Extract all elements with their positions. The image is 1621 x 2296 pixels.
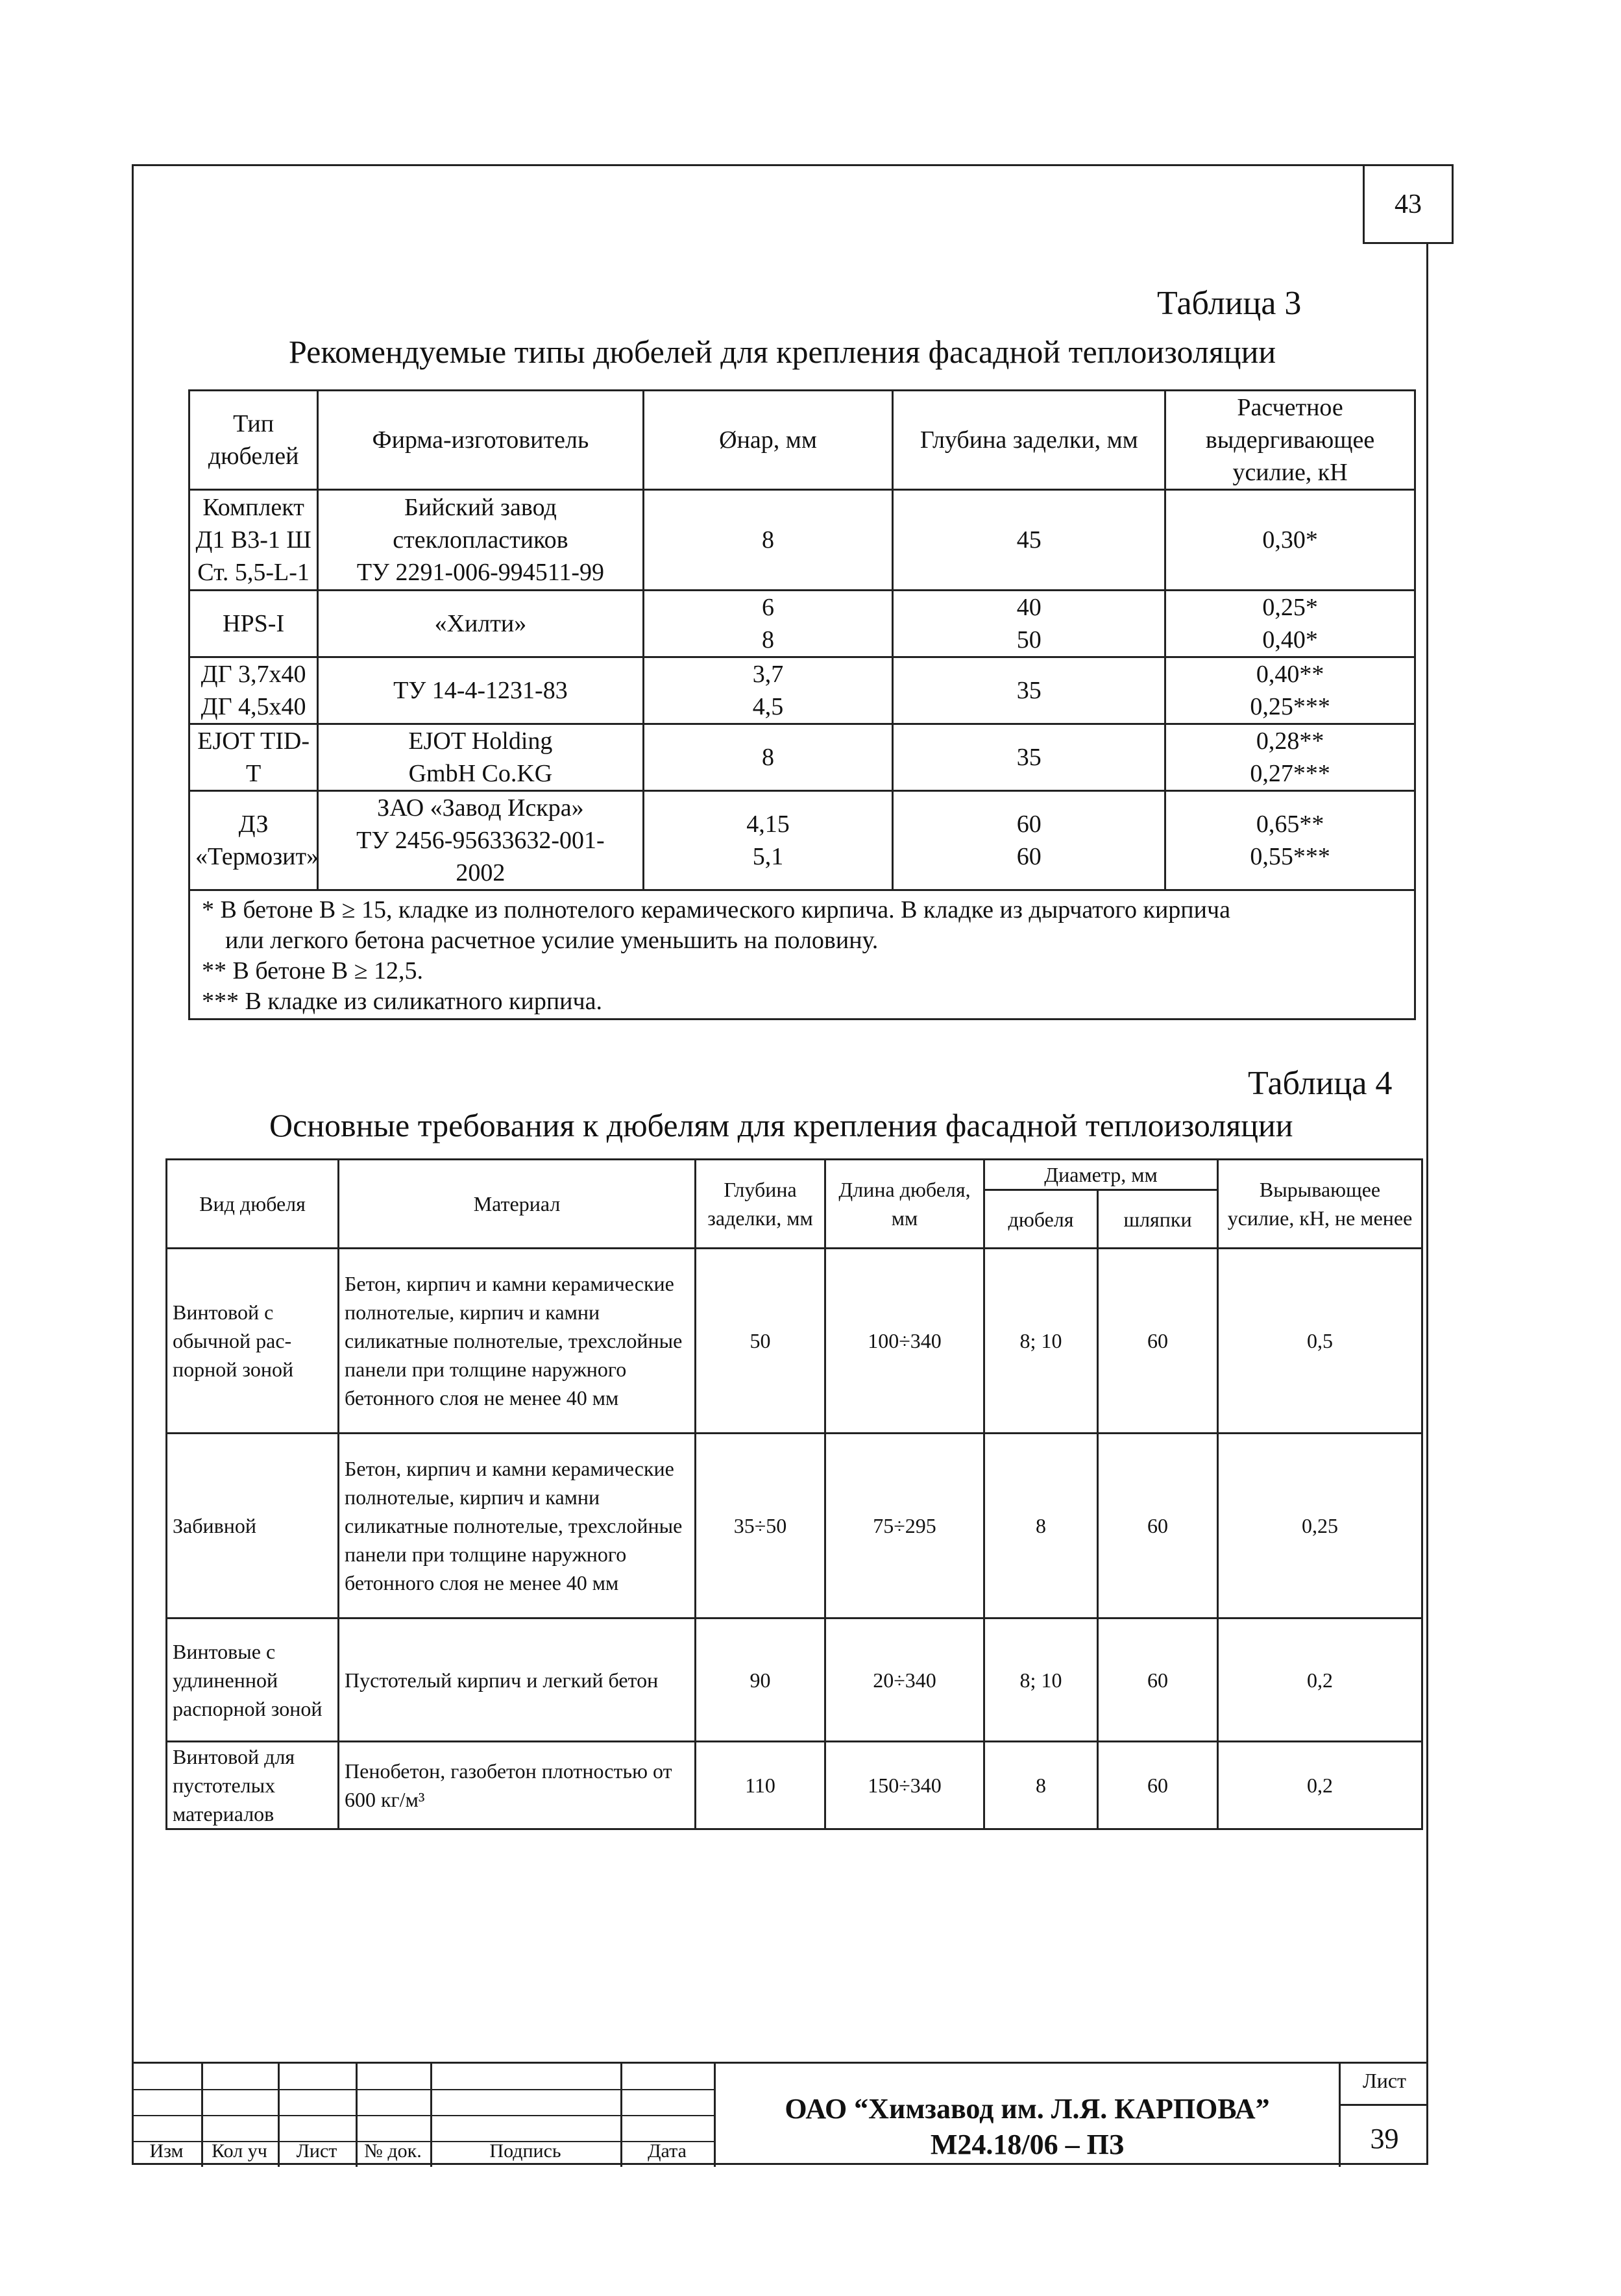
cell-line: 60: [1016, 843, 1042, 870]
table3-header-type: Тип дюбелей: [189, 391, 318, 490]
sheet-number: 39: [1370, 2123, 1399, 2155]
cell-line: 0,40*: [1262, 626, 1318, 653]
cell-line: «Хилти»: [434, 610, 527, 637]
table-cell: [643, 724, 893, 791]
cell-line: Д1 В3-1 Ш: [195, 526, 311, 554]
table4-cell-depth: 35÷50: [696, 1434, 825, 1618]
table3-notes: [189, 890, 1415, 1020]
table-cell: [1165, 490, 1415, 591]
table-cell: [318, 657, 643, 724]
table4-cell-depth: 50: [696, 1249, 825, 1434]
table4-cell-depth: 90: [696, 1618, 825, 1742]
table4-cell-depth: 110: [696, 1742, 825, 1829]
table3-header-row: [189, 391, 1415, 490]
table4-cell-force: 0,2: [1218, 1618, 1422, 1742]
table-cell: [189, 657, 318, 724]
table-cell: [643, 791, 893, 890]
cell-line: ДГ 3,7x40: [201, 661, 306, 688]
table3-header-diameter: Øнар, мм: [643, 391, 893, 490]
title-block-label: Дата: [648, 2140, 687, 2162]
table4-header-row: [167, 1160, 1422, 1190]
table3-row: [189, 591, 1415, 657]
cell-line: 8: [762, 526, 774, 554]
cell-line: GmbH Co.KG: [408, 760, 553, 787]
table4-cell-material: Бетон, кирпич и камни керамические полнотелые, кирпич и камни силикатные полнотелые, трехслойные панели при толщине наружного бетонного слоя не менее 40 мм: [339, 1434, 696, 1618]
cell-line: 60: [1016, 811, 1042, 838]
cell-line: 3,7: [752, 661, 784, 688]
table4-title: Основные требования к дюбелям для крепления фасадной теплоизоляции: [269, 1107, 1293, 1143]
cell-line: Комплект: [202, 494, 304, 521]
title-block-label: Лист: [296, 2140, 337, 2162]
cell-line: EJOT TID-T: [197, 727, 310, 787]
table4-row: [167, 1434, 1422, 1618]
table3-row: [189, 724, 1415, 791]
cell-line: 6: [762, 594, 774, 621]
cell-line: Бийский завод: [404, 494, 557, 521]
cell-line: 5,1: [752, 843, 784, 870]
page-number: 43: [1363, 164, 1454, 244]
table3-header-force: Расчетное выдергивающее усилие, кН: [1165, 391, 1415, 490]
table4-cell-dowel: 8; 10: [984, 1618, 1098, 1742]
table-cell: [1165, 657, 1415, 724]
table4-cell-length: 100÷340: [825, 1249, 984, 1434]
table-cell: [643, 657, 893, 724]
cell-line: 2002: [456, 859, 506, 886]
table4-header-force: Вырывающее усилие, кН, не менее: [1218, 1160, 1422, 1249]
table-cell: [189, 724, 318, 791]
table4-header-length: Длина дюбеля, мм: [825, 1160, 984, 1249]
table4-row: [167, 1742, 1422, 1829]
cell-line: ТУ 14-4-1231-83: [393, 677, 568, 704]
cell-line: 0,30*: [1262, 526, 1318, 554]
cell-line: 0,25***: [1250, 693, 1330, 720]
table4-cell-length: 20÷340: [825, 1618, 984, 1742]
table4-header-depth: Глубина заделки, мм: [696, 1160, 825, 1249]
table3-number: Таблица 3: [1157, 285, 1302, 322]
cell-line: Ст. 5,5-L-1: [197, 559, 310, 586]
table3-title: Рекомендуемые типы дюбелей для крепления фасадной теплоизоляции: [289, 334, 1276, 370]
table4-cell-material: Пустотелый кирпич и легкий бетон: [339, 1618, 696, 1742]
cell-line: 45: [1016, 526, 1042, 554]
table-cell: [893, 724, 1165, 791]
table3-header-depth: Глубина заделки, мм: [893, 391, 1165, 490]
cell-line: 0,25*: [1262, 594, 1318, 621]
table3-header-maker: Фирма-изготовитель: [318, 391, 643, 490]
table-cell: [643, 490, 893, 591]
table3-row: [189, 657, 1415, 724]
cell-line: ТУ 2456-95633632-001-: [356, 827, 605, 854]
table4-header-material: Материал: [339, 1160, 696, 1249]
cell-line: ЗАО «Завод Искра»: [377, 794, 584, 822]
table3-note: * В бетоне В ≥ 15, кладке из полнотелого керамического кирпича. В кладке из дырчатого кирпича: [202, 896, 1230, 923]
table-cell: [1165, 724, 1415, 791]
table4-header-dowel: дюбеля: [984, 1190, 1098, 1249]
table4-cell-dowel: 8: [984, 1742, 1098, 1829]
table3-notes-row: [189, 890, 1415, 1020]
table-cell: [893, 591, 1165, 657]
table4-cell-length: 150÷340: [825, 1742, 984, 1829]
table4-cell-head: 60: [1098, 1618, 1218, 1742]
cell-line: 35: [1016, 677, 1042, 704]
table3-note: или легкого бетона расчетное усилие уменьшить на половину.: [225, 927, 879, 954]
table4-cell-kind: Винтовой для пустотелых материалов: [167, 1742, 339, 1829]
table3-note: *** В кладке из силикатного кирпича.: [202, 988, 602, 1015]
organization-name: ОАО “Химзавод им. Л.Я. КАРПОВА”: [785, 2093, 1270, 2125]
table-cell: [893, 490, 1165, 591]
title-block-label: Подпись: [489, 2140, 561, 2162]
sheet-label: Лист: [1362, 2069, 1406, 2092]
table4-cell-material: Бетон, кирпич и камни керамические полнотелые, кирпич и камни силикатные полнотелые, трехслойные панели при толщине наружного бетонного слоя не менее 40 мм: [339, 1249, 696, 1434]
cell-line: 0,28**: [1256, 727, 1324, 755]
table3-row: [189, 791, 1415, 890]
cell-line: 40: [1016, 594, 1042, 621]
table4-cell-head: 60: [1098, 1434, 1218, 1618]
table4-row: [167, 1618, 1422, 1742]
table-cell: [318, 724, 643, 791]
table4-cell-length: 75÷295: [825, 1434, 984, 1618]
table-cell: [318, 490, 643, 591]
table4-cell-dowel: 8; 10: [984, 1249, 1098, 1434]
table4-cell-material: Пенобетон, газобетон плотностью от 600 кг/м³: [339, 1742, 696, 1829]
table-cell: [1165, 791, 1415, 890]
cell-line: ТУ 2291-006-994511-99: [356, 559, 604, 586]
cell-line: 0,55***: [1250, 843, 1330, 870]
table4-header-diameter: Диаметр, мм: [984, 1160, 1218, 1190]
table-cell: [893, 657, 1165, 724]
table-cell: [189, 591, 318, 657]
cell-line: 0,27***: [1250, 760, 1330, 787]
table4-cell-force: 0,2: [1218, 1742, 1422, 1829]
table-cell: [318, 591, 643, 657]
cell-line: 4,15: [746, 811, 790, 838]
cell-line: 8: [762, 626, 774, 653]
table4-number: Таблица 4: [1248, 1065, 1393, 1102]
table4-cell-head: 60: [1098, 1249, 1218, 1434]
cell-line: 0,40**: [1256, 661, 1324, 688]
table-cell: [643, 591, 893, 657]
table4-cell-kind: Винтовой с обычной рас-порной зоной: [167, 1249, 339, 1434]
table4-cell-head: 60: [1098, 1742, 1218, 1829]
title-block: [132, 2062, 1428, 2167]
table4: [165, 1158, 1423, 1830]
cell-line: 35: [1016, 744, 1042, 771]
cell-line: 50: [1016, 626, 1042, 653]
table4-cell-kind: Винтовые с удлиненной распорной зоной: [167, 1618, 339, 1742]
table4-cell-kind: Забивной: [167, 1434, 339, 1618]
table4-cell-dowel: 8: [984, 1434, 1098, 1618]
document-code: М24.18/06 – ПЗ: [930, 2129, 1125, 2160]
table4-header-head: шляпки: [1098, 1190, 1218, 1249]
cell-line: 4,5: [752, 693, 784, 720]
table-cell: [1165, 591, 1415, 657]
title-block-org: [716, 2091, 1339, 2162]
table4-header-kind: Вид дюбеля: [167, 1160, 339, 1249]
cell-line: ДЗ «Термозит»: [195, 811, 319, 870]
cell-line: 0,65**: [1256, 811, 1324, 838]
table4-cell-force: 0,25: [1218, 1434, 1422, 1618]
table4-row: [167, 1249, 1422, 1434]
cell-line: HPS-I: [223, 610, 285, 637]
cell-line: 8: [762, 744, 774, 771]
table3-note: ** В бетоне В ≥ 12,5.: [202, 957, 424, 984]
table4-cell-force: 0,5: [1218, 1249, 1422, 1434]
table3: [188, 389, 1416, 1020]
cell-line: EJOT Holding: [408, 727, 553, 755]
table-cell: [189, 490, 318, 591]
table-cell: [893, 791, 1165, 890]
cell-line: стеклопластиков: [393, 526, 568, 554]
title-block-label: № док.: [364, 2140, 422, 2162]
title-block-label: Изм: [149, 2140, 184, 2162]
table3-row: [189, 490, 1415, 591]
table-cell: [318, 791, 643, 890]
title-block-label: Кол уч: [212, 2140, 267, 2162]
cell-line: ДГ 4,5x40: [201, 693, 306, 720]
table-cell: [189, 791, 318, 890]
